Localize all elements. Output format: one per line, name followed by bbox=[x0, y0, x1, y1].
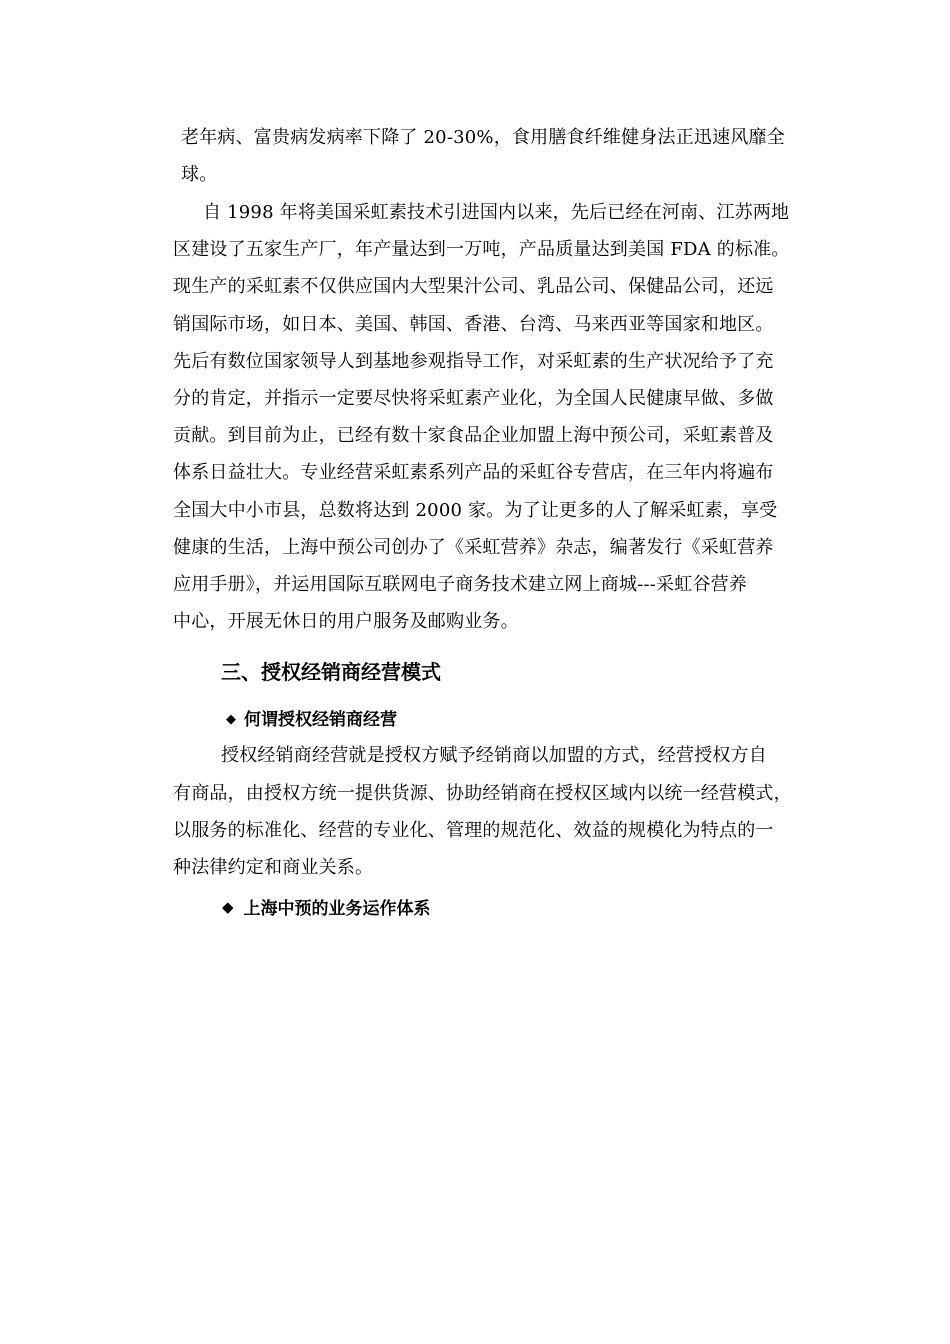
paragraph-history-line: 应用手册》，并运用国际互联网电子商务技术建立网上商城---采虹谷营养 bbox=[173, 574, 748, 595]
subsection-definition-heading bbox=[226, 708, 397, 732]
definition-line: 以服务的标准化、经营的专业化、管理的规范化、效益的规模化为特点的一 bbox=[173, 820, 774, 841]
definition-line: 有商品，由授权方统一提供货源、协助经销商在授权区域内以统一经营模式， bbox=[173, 783, 792, 804]
paragraph-history-line: 区建设了五家生产厂，年产量达到一万吨，产品质量达到美国 FDA 的标准。 bbox=[173, 239, 790, 260]
paragraph-history-line: 现生产的采虹素不仅供应国内大型果汁公司、乳品公司、保健品公司，还远 bbox=[173, 276, 774, 297]
subsection-system-title: 上海中预的业务运作体系 bbox=[243, 899, 431, 919]
diamond-bullet-icon: ◆ bbox=[226, 712, 236, 727]
subsection-definition-title: 何谓授权经销商经营 bbox=[244, 710, 397, 730]
section-three-heading: 三、授权经销商经营模式 bbox=[221, 660, 441, 684]
paragraph-history-line: 中心，开展无休日的用户服务及邮购业务。 bbox=[173, 611, 519, 632]
paragraph-top-line: 球。 bbox=[181, 164, 218, 185]
paragraph-history-line: 体系日益壮大。专业经营采虹素系列产品的采虹谷专营店，在三年内将遍布 bbox=[173, 462, 774, 483]
paragraph-top-line: 老年病、富贵病发病率下降了 20-30%，食用膳食纤维健身法正迅速风靡全 bbox=[181, 127, 785, 148]
definition-line: 种法律约定和商业关系。 bbox=[173, 857, 374, 878]
paragraph-history-line: 销国际市场，如日本、美国、韩国、香港、台湾、马来西亚等国家和地区。 bbox=[173, 314, 774, 335]
definition-line: 授权经销商经营就是授权方赋予经销商以加盟的方式，经营授权方自 bbox=[221, 745, 767, 766]
diamond-bullet-icon: ◆ bbox=[222, 898, 234, 916]
paragraph-history-line: 先后有数位国家领导人到基地参观指导工作，对采虹素的生产状况给予了充 bbox=[173, 351, 774, 372]
paragraph-history-line: 分的肯定，并指示一定要尽快将采虹素产业化，为全国人民健康早做、多做 bbox=[173, 388, 774, 409]
subsection-system-heading bbox=[222, 895, 431, 921]
paragraph-history-line: 健康的生活，上海中预公司创办了《采虹营养》杂志，编著发行《采虹营养 bbox=[173, 537, 774, 558]
paragraph-history-line: 贡献。到目前为止，已经有数十家食品企业加盟上海中预公司，采虹素普及 bbox=[173, 425, 774, 446]
paragraph-history-line: 自 1998 年将美国采虹素技术引进国内以来，先后已经在河南、江苏两地 bbox=[203, 202, 790, 223]
paragraph-history-line: 全国大中小市县，总数将达到 2000 家。为了让更多的人了解采虹素，享受 bbox=[173, 500, 778, 521]
